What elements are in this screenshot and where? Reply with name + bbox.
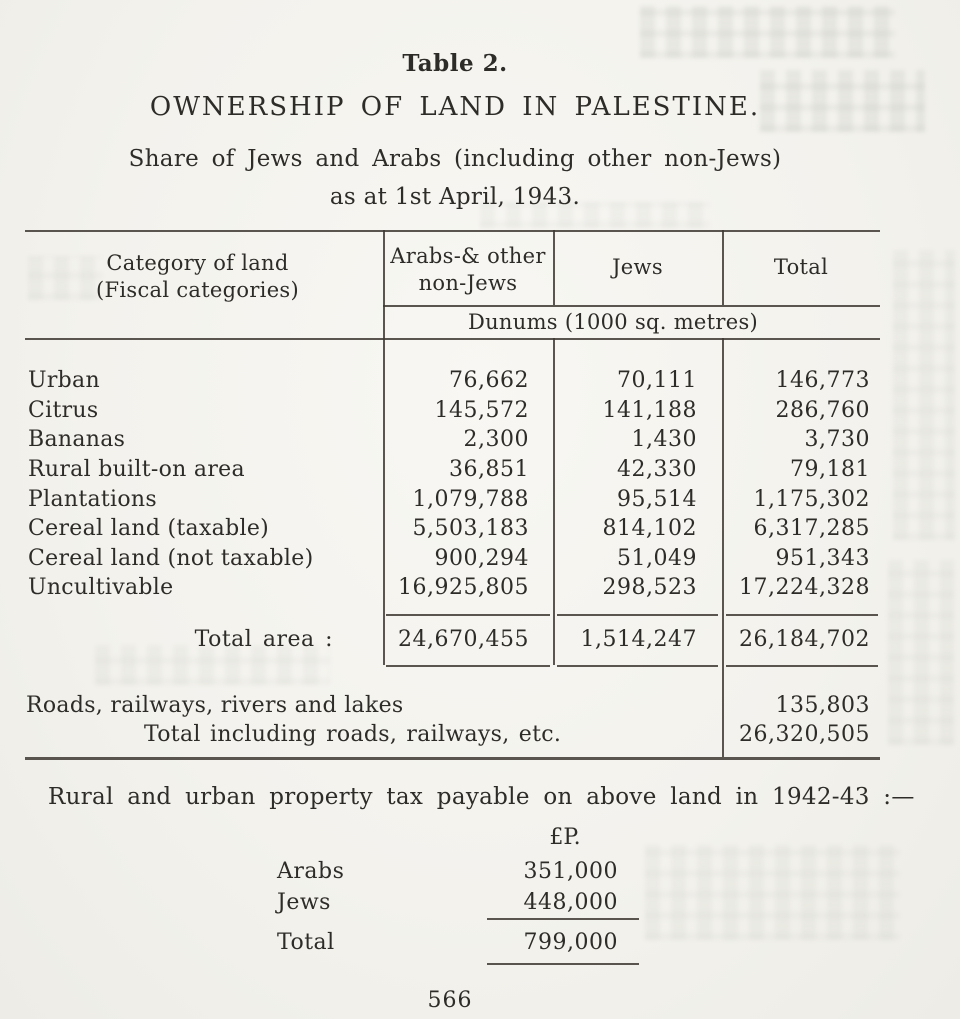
jews-cell: 95,514: [617, 487, 697, 512]
tax-heading: Rural and urban property tax payable on above land in 1942-43 :—: [48, 784, 915, 810]
arabs-cell: 5,503,183: [412, 516, 529, 541]
grand-total-row: [0, 720, 960, 750]
category-cell: Bananas: [28, 427, 126, 452]
category-cell: Cereal land (taxable): [28, 516, 270, 541]
page-title: OWNERSHIP OF LAND IN PALESTINE.: [149, 92, 761, 122]
rule-tax-total: [487, 963, 639, 965]
rule-below-total: [386, 665, 550, 667]
rule-units-bottom: [25, 338, 880, 340]
header-category-line1: Category of land: [106, 251, 289, 275]
tax-row-value: 351,000: [523, 859, 618, 884]
category-cell: Plantations: [28, 487, 157, 512]
tax-row-label: Jews: [277, 890, 331, 915]
column-header-category: [25, 250, 370, 304]
column-header-jews: Jews: [612, 255, 663, 279]
tax-row: [0, 857, 960, 887]
total-cell: 6,317,285: [753, 516, 870, 541]
rule-above-total: [557, 614, 718, 616]
header-arabs-line2: non-Jews: [418, 271, 518, 295]
arabs-cell: 24,670,455: [398, 627, 529, 652]
tax-row: [0, 888, 960, 918]
tax-total-value: 799,000: [523, 930, 618, 955]
roads-row: [0, 691, 960, 721]
total-area-label: Total area :: [194, 627, 333, 652]
total-cell: 135,803: [775, 693, 870, 718]
rule-above-total: [726, 614, 878, 616]
table-caption: Table 2.: [402, 50, 508, 77]
arabs-cell: 2,300: [463, 427, 529, 452]
arabs-cell: 1,079,788: [412, 487, 529, 512]
units-subheader: Dunums (1000 sq. metres): [467, 310, 759, 334]
category-cell: Urban: [28, 368, 100, 393]
roads-label: Roads, railways, rivers and lakes: [26, 693, 404, 718]
tax-total-row: [0, 928, 960, 958]
total-cell: 26,320,505: [739, 722, 870, 747]
arabs-cell: 900,294: [434, 546, 529, 571]
table-row: [0, 485, 960, 515]
arabs-cell: 76,662: [449, 368, 529, 393]
rule-tax-subtotal: [487, 918, 639, 920]
rule-below-total: [726, 665, 878, 667]
table-row: [0, 544, 960, 574]
page-number: 566: [427, 988, 473, 1013]
currency-label: £P.: [549, 825, 581, 850]
table-row: [0, 396, 960, 426]
category-cell: Rural built-on area: [28, 457, 245, 482]
table-row: [0, 514, 960, 544]
category-cell: Uncultivable: [28, 575, 174, 600]
subtitle-line-1: Share of Jews and Arabs (including other non-Jews): [128, 146, 782, 172]
column-header-total: Total: [773, 255, 829, 279]
table-row: [0, 573, 960, 603]
category-cell: Cereal land (not taxable): [28, 546, 314, 571]
table-row: [0, 425, 960, 455]
total-cell: 146,773: [775, 368, 870, 393]
rule-table-top: [25, 230, 880, 232]
category-cell: Citrus: [28, 398, 99, 423]
rule-above-total: [386, 614, 550, 616]
total-cell: 951,343: [775, 546, 870, 571]
jews-cell: 51,049: [617, 546, 697, 571]
jews-cell: 1,430: [631, 427, 697, 452]
total-cell: 286,760: [775, 398, 870, 423]
arabs-cell: 36,851: [449, 457, 529, 482]
total-cell: 79,181: [790, 457, 870, 482]
total-cell: 17,224,328: [739, 575, 870, 600]
arabs-cell: 16,925,805: [398, 575, 529, 600]
tax-row-value: 448,000: [523, 890, 618, 915]
tax-row-label: Arabs: [277, 859, 345, 884]
rule-table-bottom: [25, 757, 880, 760]
rule-below-total: [557, 665, 718, 667]
jews-cell: 70,111: [617, 368, 697, 393]
total-cell: 3,730: [804, 427, 870, 452]
tax-total-label: Total: [277, 930, 335, 955]
table-row: [0, 455, 960, 485]
header-category-line2: (Fiscal categories): [95, 278, 300, 302]
column-header-arabs: [383, 243, 553, 297]
grand-total-label: Total including roads, railways, etc.: [144, 722, 562, 747]
total-cell: 26,184,702: [739, 627, 870, 652]
jews-cell: 42,330: [617, 457, 697, 482]
arabs-cell: 145,572: [434, 398, 529, 423]
jews-cell: 1,514,247: [580, 627, 697, 652]
jews-cell: 814,102: [602, 516, 697, 541]
jews-cell: 298,523: [602, 575, 697, 600]
table-row: [0, 366, 960, 396]
subtitle-line-2: as at 1st April, 1943.: [329, 184, 581, 210]
jews-cell: 141,188: [602, 398, 697, 423]
total-cell: 1,175,302: [753, 487, 870, 512]
total-area-row: [0, 625, 960, 655]
header-arabs-line1: Arabs-& other: [390, 244, 546, 268]
